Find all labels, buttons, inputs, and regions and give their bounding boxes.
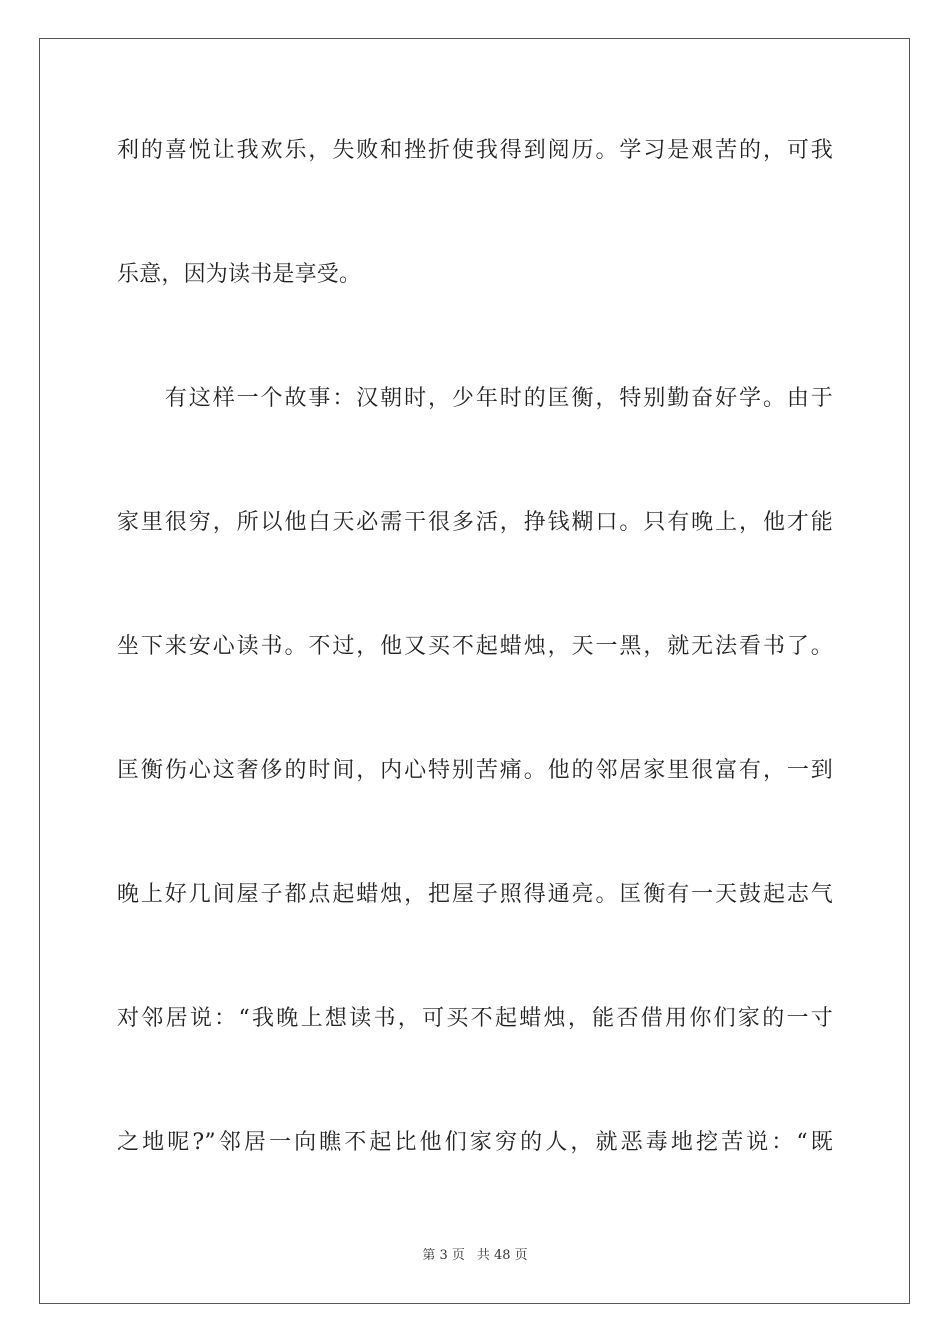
text-line: 有这样一个故事：汉朝时，少年时的匡衡，特别勤奋好学。由于 — [117, 386, 833, 411]
text-line: 乐意，因为读书是享受。 — [117, 262, 362, 287]
text-line: 家里很穷，所以他白天必需干很多活，挣钱糊口。只有晚上，他才能 — [117, 510, 833, 535]
text-line: 之地呢?”邻居一向瞧不起比他们家穷的人，就恶毒地挖苦说：“既 — [117, 1130, 833, 1155]
page-footer — [0, 1247, 950, 1265]
total-pages: 共 48 页 — [476, 1248, 528, 1263]
page-border — [39, 38, 910, 1304]
text-line: 晚上好几间屋子都点起蜡烛，把屋子照得通亮。匡衡有一天鼓起志气 — [117, 882, 833, 907]
text-line: 匡衡伤心这奢侈的时间，内心特别苦痛。他的邻居家里很富有，一到 — [117, 758, 833, 783]
page-number: 第 3 页 — [422, 1248, 465, 1263]
text-line: 坐下来安心读书。不过，他又买不起蜡烛，天一黑，就无法看书了。 — [117, 634, 833, 659]
text-line: 对邻居说：“我晚上想读书，可买不起蜡烛，能否借用你们家的一寸 — [117, 1006, 833, 1031]
text-line: 利的喜悦让我欢乐，失败和挫折使我得到阅历。学习是艰苦的，可我 — [117, 138, 833, 163]
